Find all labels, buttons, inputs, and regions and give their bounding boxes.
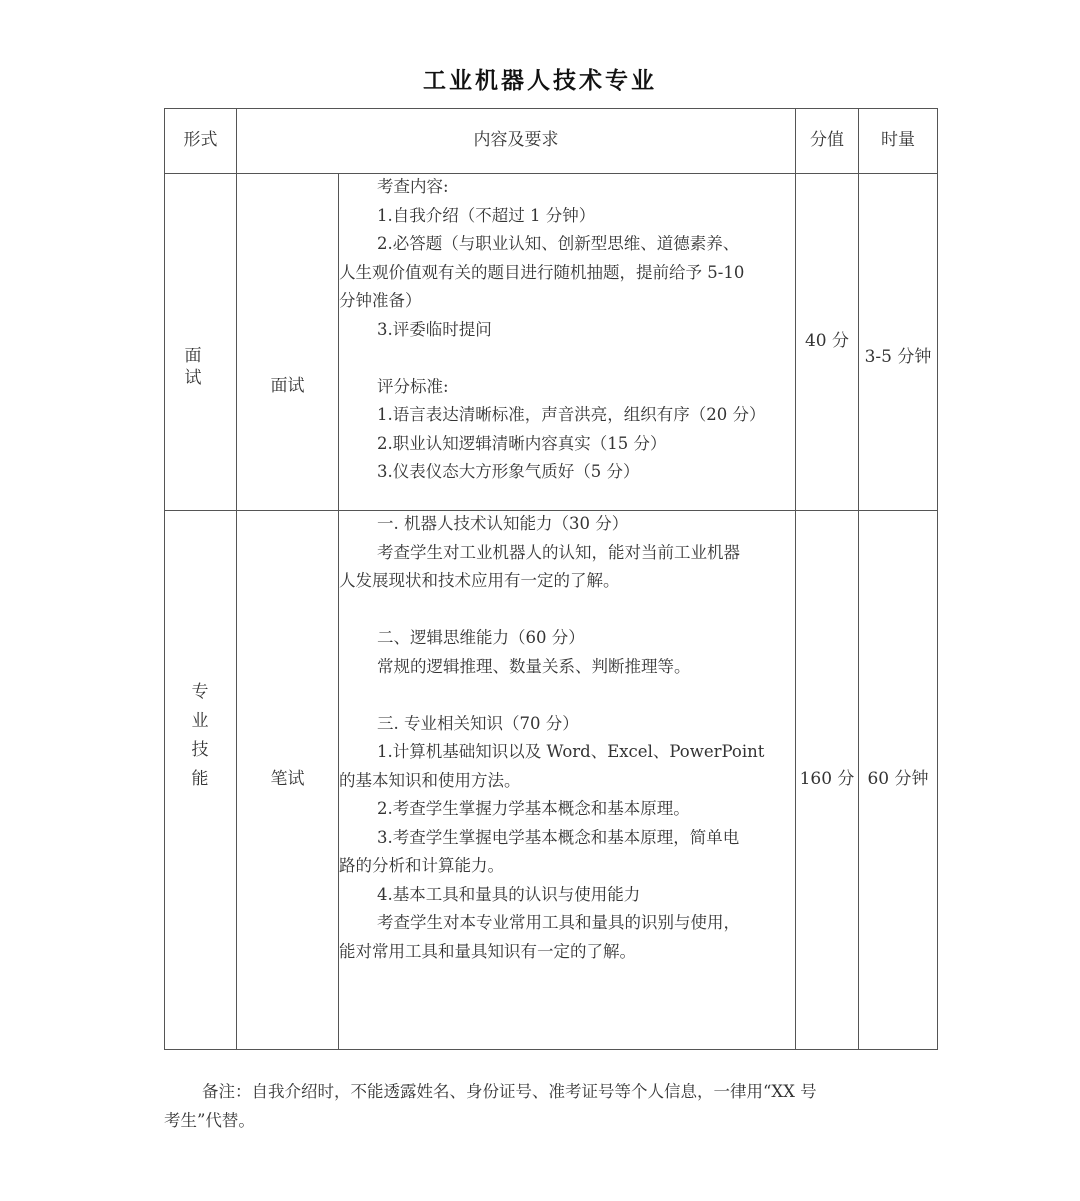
category-char: 能 bbox=[191, 769, 209, 789]
table-col-divider-4 bbox=[858, 108, 859, 1050]
content-line bbox=[339, 681, 795, 710]
row-type: 笔试 bbox=[270, 769, 305, 789]
category-char: 试 bbox=[184, 368, 202, 388]
content-line: 考查学生对本专业常用工具和量具的识别与使用， bbox=[377, 913, 740, 932]
category-char: 面 bbox=[184, 346, 202, 366]
content-line: 评分标准: bbox=[377, 376, 449, 396]
content-line: 一. 机器人技术认知能力（30 分） bbox=[377, 514, 629, 533]
page-title: 工业机器人技术专业 bbox=[423, 67, 657, 94]
category-char: 专 bbox=[191, 682, 209, 702]
content-line bbox=[339, 344, 795, 373]
footnote-line: 备注：自我介绍时，不能透露姓名、身份证号、准考证号等个人信息，一律用“XX 号 bbox=[202, 1082, 817, 1101]
content-line: 人生观价值观有关的题目进行随机抽题，提前给予 5-10 bbox=[339, 262, 745, 282]
table-border-right bbox=[937, 108, 938, 1050]
content-line: 1.自我介绍（不超过 1 分钟） bbox=[377, 205, 596, 225]
content-line: 3.仪表仪态大方形象气质好（5 分） bbox=[377, 462, 640, 481]
table-border-top bbox=[164, 108, 938, 109]
table-border-left bbox=[164, 108, 165, 1050]
content-line: 人发展现状和技术应用有一定的了解。 bbox=[339, 571, 620, 590]
content-line: 1.计算机基础知识以及 Word、Excel、PowerPoint bbox=[377, 742, 765, 761]
content-line: 2.必答题（与职业认知、创新型思维、道德素养、 bbox=[377, 234, 740, 253]
row-score: 40 分 bbox=[804, 331, 850, 351]
content-line: 1.语言表达清晰标准，声音洪亮，组织有序（20 分） bbox=[377, 405, 766, 424]
content-line: 三. 专业相关知识（70 分） bbox=[377, 713, 579, 733]
row-category bbox=[189, 678, 211, 794]
row-time: 3-5 分钟 bbox=[864, 347, 932, 367]
content-line: 考查内容: bbox=[377, 177, 449, 196]
content-line: 3.考查学生掌握电学基本概念和基本原理，简单电 bbox=[377, 827, 740, 847]
content-line: 分钟准备） bbox=[339, 291, 422, 310]
content-line: 4.基本工具和量具的认识与使用能力 bbox=[377, 884, 641, 904]
content-line: 的基本知识和使用方法。 bbox=[339, 770, 521, 790]
content-line: 考查学生对工业机器人的认知，能对当前工业机器 bbox=[377, 542, 740, 562]
content-line: 能对常用工具和量具知识有一定的了解。 bbox=[339, 941, 636, 961]
row-type: 面试 bbox=[270, 376, 305, 396]
content-line: 常规的逻辑推理、数量关系、判断推理等。 bbox=[377, 656, 691, 676]
content-line: 3.评委临时提问 bbox=[377, 319, 492, 339]
row-category bbox=[182, 345, 204, 389]
header-score: 分值 bbox=[810, 130, 844, 150]
table-col-divider-1 bbox=[236, 108, 237, 1050]
category-char: 业 bbox=[191, 711, 209, 731]
table-border-bottom bbox=[164, 1049, 938, 1050]
header-time: 时量 bbox=[881, 130, 915, 150]
content-line: 路的分析和计算能力。 bbox=[339, 856, 504, 875]
content-line: 2.职业认知逻辑清晰内容真实（15 分） bbox=[377, 433, 667, 453]
content-line bbox=[339, 596, 795, 625]
footnote-line: 考生”代替。 bbox=[164, 1110, 255, 1130]
footnote bbox=[164, 1078, 924, 1135]
row-content bbox=[339, 173, 795, 487]
content-line: 2.考查学生掌握力学基本概念和基本原理。 bbox=[377, 799, 690, 818]
category-char: 技 bbox=[191, 740, 209, 760]
table-col-divider-3 bbox=[795, 108, 796, 1050]
row-time: 60 分钟 bbox=[867, 769, 929, 789]
header-content: 内容及要求 bbox=[473, 130, 559, 150]
content-line: 二、逻辑思维能力（60 分） bbox=[377, 628, 585, 647]
header-form: 形式 bbox=[183, 130, 218, 150]
row-score: 160 分 bbox=[799, 769, 855, 789]
row-content bbox=[339, 510, 795, 966]
